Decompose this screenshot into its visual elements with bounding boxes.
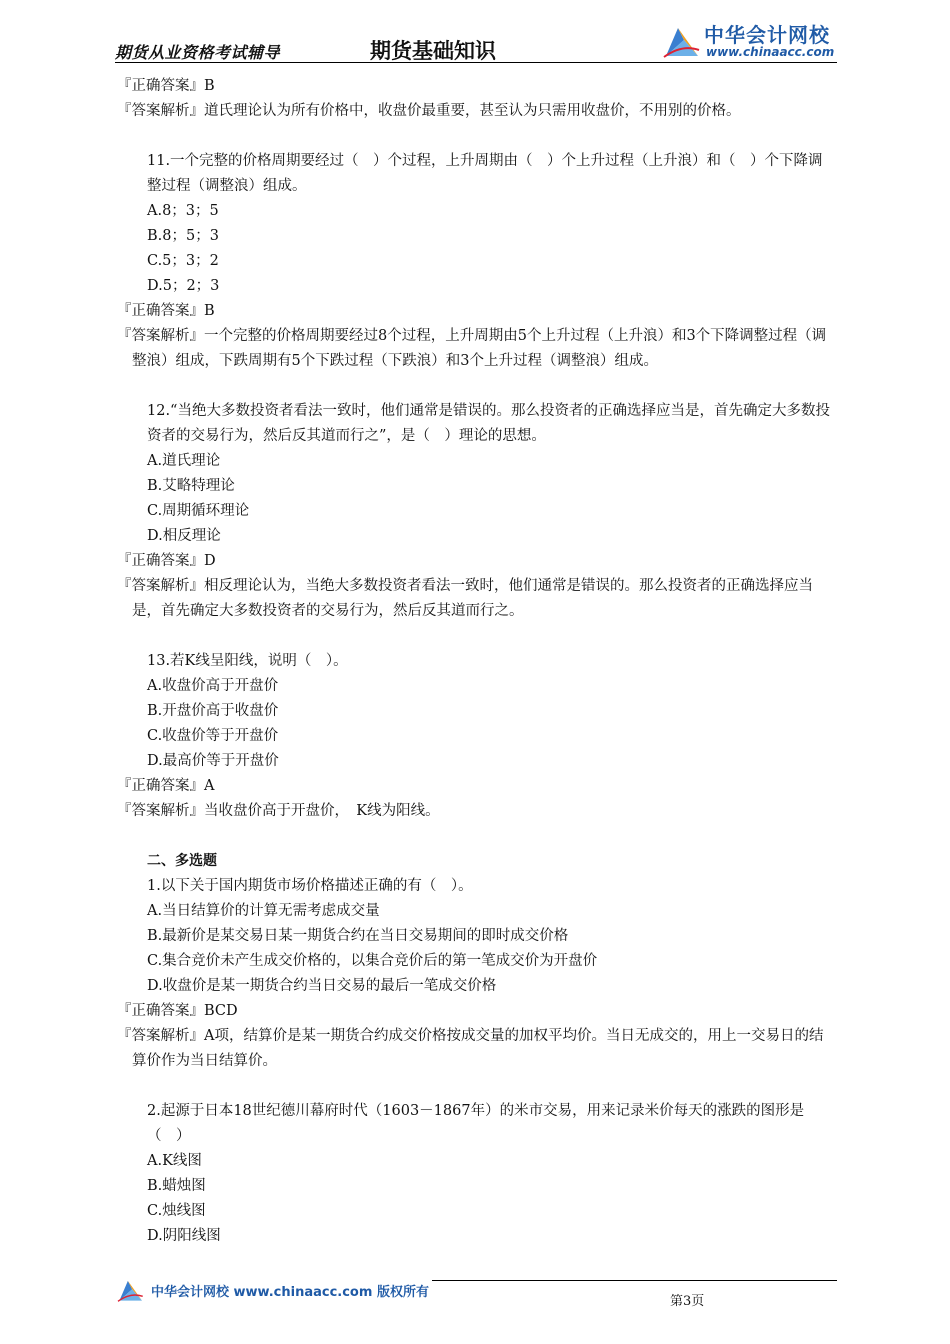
text-line: 1.以下关于国内期货市场价格描述正确的有（ ）。 bbox=[147, 878, 473, 894]
text-line: B.蜡烛图 bbox=[147, 1178, 206, 1194]
header-divider bbox=[115, 62, 837, 63]
text-line: D.收盘价是某一期货合约当日交易的最后一笔成交价格 bbox=[147, 978, 497, 994]
text-line: 11.一个完整的价格周期要经过（ ）个过程，上升周期由（ ）个上升过程（上升浪）和（ ）个下降调整过程（调整浪）组成。 bbox=[147, 153, 823, 194]
text-line: C.烛线图 bbox=[147, 1203, 206, 1219]
header-center-title: 期货基础知识 bbox=[370, 38, 496, 63]
text-line: 『答案解析』相反理论认为，当绝大多数投资者看法一致时，他们通常是错误的。那么投资者的正确选择应当是，首先确定大多数投资者的交易行为，然后反其道而行之。 bbox=[117, 578, 813, 619]
text-line: B.最新价是某交易日某一期货合约在当日交易期间的即时成交价格 bbox=[147, 928, 569, 944]
text-line: B.艾略特理论 bbox=[147, 478, 235, 494]
section-heading: 二、多选题 bbox=[147, 853, 217, 869]
paragraph-spacer bbox=[117, 374, 837, 399]
text-line: 『正确答案』BCD bbox=[117, 1003, 238, 1019]
text-line: B.开盘价高于收盘价 bbox=[147, 703, 279, 719]
paragraph-spacer bbox=[117, 1074, 837, 1099]
document-body bbox=[117, 74, 837, 1249]
logo-triangle-icon bbox=[662, 24, 700, 58]
text-line: 『答案解析』当收盘价高于开盘价， K线为阳线。 bbox=[117, 803, 440, 819]
text-line: C.周期循环理论 bbox=[147, 503, 250, 519]
header-left-title: 期货从业资格考试辅导 bbox=[115, 43, 281, 62]
text-line: 『正确答案』B bbox=[117, 303, 215, 319]
text-line: D.相反理论 bbox=[147, 528, 221, 544]
footer-logo-icon bbox=[115, 1278, 145, 1302]
text-line: C.5；3；2 bbox=[147, 253, 219, 269]
paragraph-spacer bbox=[117, 124, 837, 149]
text-line: C.集合竞价未产生成交价格的，以集合竞价后的第一笔成交价为开盘价 bbox=[147, 953, 598, 969]
text-line: D.5；2；3 bbox=[147, 278, 220, 294]
text-line: A.当日结算价的计算无需考虑成交量 bbox=[147, 903, 380, 919]
text-line: 13.若K线呈阳线，说明（ ）。 bbox=[147, 653, 348, 669]
paragraph-spacer bbox=[117, 824, 837, 849]
text-line: 2.起源于日本18世纪德川幕府时代（1603－1867年）的米市交易，用来记录米价每天的涨跌的图形是（ ） bbox=[147, 1103, 805, 1144]
text-line: D.最高价等于开盘价 bbox=[147, 753, 279, 769]
footer-divider bbox=[432, 1280, 837, 1281]
text-line: 12.“当绝大多数投资者看法一致时，他们通常是错误的。那么投资者的正确选择应当是，首先确定大多数投资者的交易行为，然后反其道而行之”，是（ ）理论的思想。 bbox=[147, 403, 830, 444]
text-line: A.收盘价高于开盘价 bbox=[147, 678, 279, 694]
text-line: C.收盘价等于开盘价 bbox=[147, 728, 279, 744]
text-line: 『答案解析』一个完整的价格周期要经过8个过程，上升周期由5个上升过程（上升浪）和3个下降调整过程（调整浪）组成，下跌周期有5个下跌过程（下跌浪）和3个上升过程（调整浪）组成。 bbox=[117, 328, 827, 369]
text-line: 『正确答案』A bbox=[117, 778, 215, 794]
footer-copyright: 中华会计网校 www.chinaacc.com 版权所有 bbox=[151, 1285, 429, 1300]
text-line: B.8；5；3 bbox=[147, 228, 219, 244]
text-line: D.阴阳线图 bbox=[147, 1228, 221, 1244]
page-header bbox=[115, 18, 837, 64]
page-number: 第3页 bbox=[670, 1294, 705, 1309]
page-footer bbox=[115, 1274, 837, 1314]
text-line: A.道氏理论 bbox=[147, 453, 221, 469]
text-line: 『答案解析』道氏理论认为所有价格中，收盘价最重要，甚至认为只需用收盘价，不用别的价格。 bbox=[117, 103, 741, 119]
brand-logo bbox=[662, 18, 837, 62]
text-line: 『答案解析』A项，结算价是某一期货合约成交价格按成交量的加权平均价。当日无成交的，用上一交易日的结算价作为当日结算价。 bbox=[117, 1028, 824, 1069]
text-line: A.8；3；5 bbox=[147, 203, 219, 219]
text-line: 『正确答案』D bbox=[117, 553, 216, 569]
paragraph-spacer bbox=[117, 624, 837, 649]
logo-name: 中华会计网校 bbox=[704, 23, 830, 47]
text-line: 『正确答案』B bbox=[117, 78, 215, 94]
logo-url: www.chinaacc.com bbox=[706, 45, 835, 59]
text-line: A.K线图 bbox=[147, 1153, 202, 1169]
